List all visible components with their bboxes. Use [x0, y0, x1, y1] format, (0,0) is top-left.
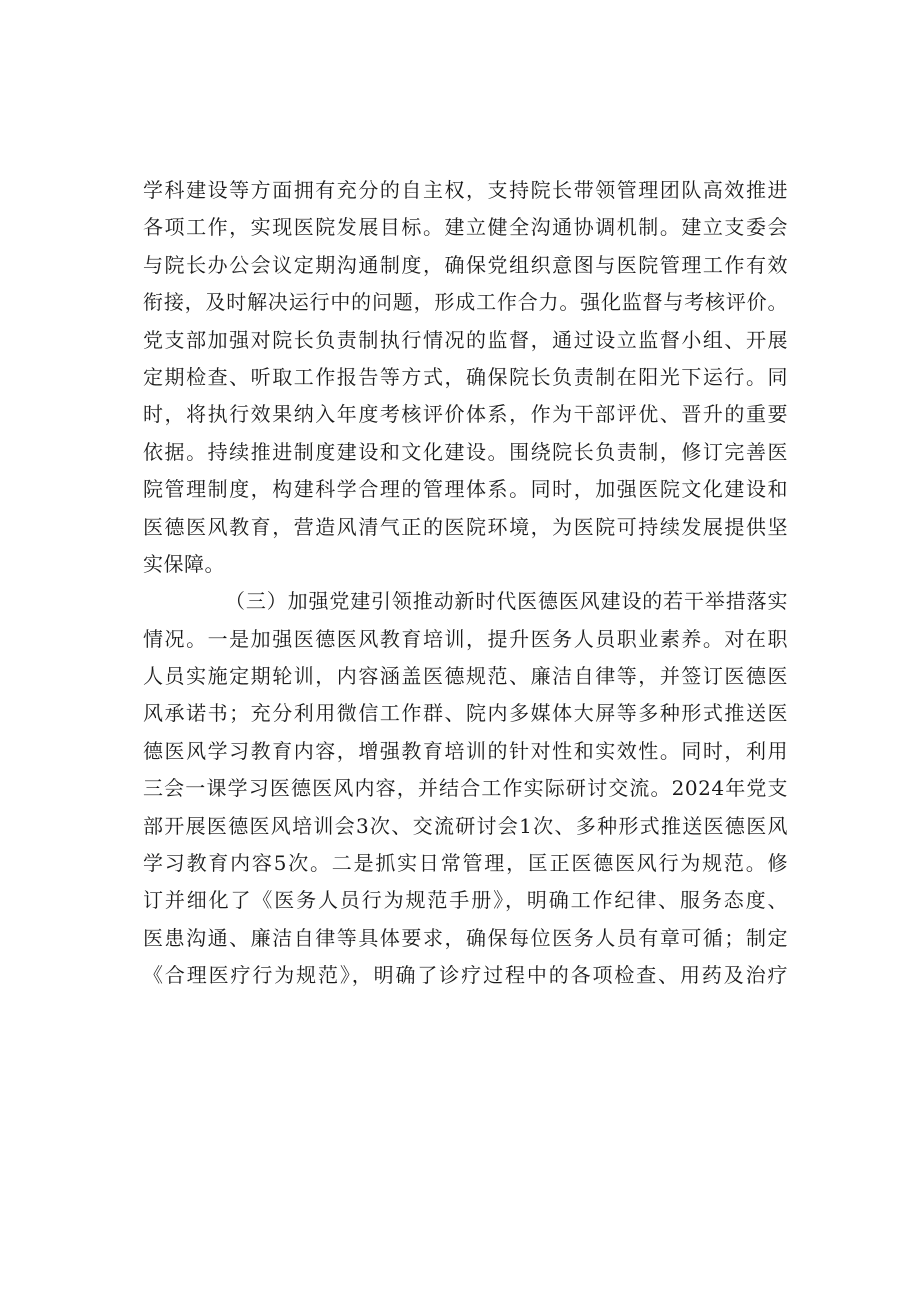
- text-line: 三会一课学习医德医风内容，并结合工作实际研讨交流。2024年党支: [143, 776, 788, 801]
- text-line: 部开展医德医风培训会3次、交流研讨会1次、多种形式推送医德医风: [143, 813, 788, 838]
- text-line: 《合理医疗行为规范》，明确了诊疗过程中的各项检查、用药及治疗: [143, 963, 788, 988]
- text-line: 党支部加强对院长负责制执行情况的监督，通过设立监督小组、开展: [143, 327, 788, 352]
- text-line: 订并细化了《医务人员行为规范手册》，明确工作纪律、服务态度、: [143, 888, 788, 913]
- text-line: 人员实施定期轮训，内容涵盖医德规范、廉洁自律等，并签订医德医: [143, 664, 788, 689]
- section-heading-line: （三）加强党建引领推动新时代医德医风建设的若干举措落实: [225, 589, 788, 614]
- text-line: 医患沟通、廉洁自律等具体要求，确保每位医务人员有章可循；制定: [143, 925, 788, 950]
- body-text: [143, 172, 788, 995]
- text-line: 与院长办公会议定期沟通制度，确保党组织意图与医院管理工作有效: [143, 252, 788, 277]
- text-line: 衔接，及时解决运行中的问题，形成工作合力。强化监督与考核评价。: [143, 290, 788, 315]
- text-line: 学科建设等方面拥有充分的自主权，支持院长带领管理团队高效推进: [143, 178, 788, 202]
- text-line: 医德医风教育，营造风清气正的医院环境，为医院可持续发展提供坚: [143, 514, 788, 539]
- text-line: 风承诺书；充分利用微信工作群、院内多媒体大屏等多种形式推送医: [143, 701, 788, 726]
- text-line: 院管理制度，构建科学合理的管理体系。同时，加强医院文化建设和: [143, 477, 788, 502]
- text-line: 实保障。: [143, 551, 225, 576]
- text-line: 各项工作，实现医院发展目标。建立健全沟通协调机制。建立支委会: [143, 215, 788, 240]
- text-line: 德医风学习教育内容，增强教育培训的针对性和实效性。同时，利用: [143, 738, 788, 763]
- text-line: 时，将执行效果纳入年度考核评价体系，作为干部评优、晋升的重要: [143, 402, 788, 427]
- text-line: 定期检查、听取工作报告等方式，确保院长负责制在阳光下运行。同: [143, 364, 788, 389]
- text-line: 依据。持续推进制度建设和文化建设。围绕院长负责制，修订完善医: [143, 439, 788, 464]
- text-line: 学习教育内容5次。二是抓实日常管理，匡正医德医风行为规范。修: [143, 851, 788, 876]
- text-line: 情况。一是加强医德医风教育培训，提升医务人员职业素养。对在职: [143, 626, 788, 651]
